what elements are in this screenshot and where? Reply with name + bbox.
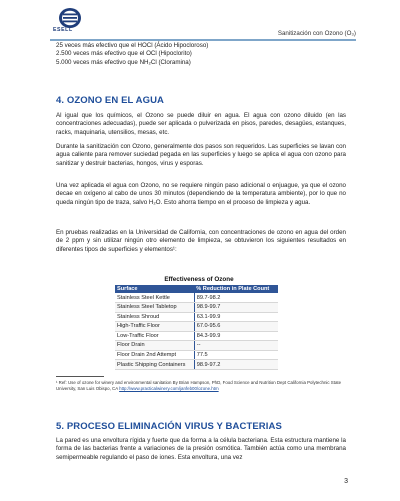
table-cell: 84.3-99.9 <box>194 331 278 341</box>
section-heading-ozono: 4. OZONO EN EL AGUA <box>56 95 164 106</box>
header-divider <box>50 39 356 41</box>
footnote <box>56 380 346 392</box>
list-item: 25 veces más efectivo que el HOCl (Ácido Hipocloroso) <box>56 42 209 49</box>
column-header: % Reduction in Plate Count <box>194 285 278 293</box>
table-cell: Stainless Steel Tabletop <box>115 302 194 312</box>
table-row <box>115 350 278 360</box>
table-row <box>115 331 278 341</box>
page-number: 3 <box>344 478 348 485</box>
list-item: 5.000 veces más efectivo que NH₂Cl (Cloramina) <box>56 58 191 66</box>
footnote-link[interactable]: http://www.practicalwinery.com/janfeb00/ozone.htm <box>119 385 219 391</box>
list-item: 2.500 veces más efectivo que el OCl (Hipoclorito) <box>56 50 192 58</box>
table-cell: High-Traffic Floor <box>115 322 194 332</box>
paragraph: Una vez aplicada el agua con Ozono, no se requiere ningún paso adicional o enjuague, ya que el ozono decae en oxígeno al cabo de unos 30 minutos (dependiendo de la temperatura ambiente), por lo que no queda ningún tipo de traza, salvo H₂O. Esto ahorra tiempo en el proceso de limpieza y agua. <box>56 182 346 206</box>
table-cell: -- <box>194 341 278 351</box>
table-cell: Floor Drain <box>115 341 194 351</box>
footnote-divider <box>56 376 104 377</box>
table-row <box>115 293 278 302</box>
table-cell: Stainless Shroud <box>115 312 194 322</box>
paragraph: Al igual que los químicos, el Ozono se puede diluir en agua. El agua con ozono diluido (en las concentraciones adecuadas), puede ser aplicada o pulverizada en pisos, paredes, desagües, estanques, racks, maquinaria, utensilios, mesas, etc. <box>56 112 346 136</box>
table-cell: 67.0-95.6 <box>194 322 278 332</box>
column-header: Surface <box>115 285 194 293</box>
table-row <box>115 322 278 332</box>
table-title: Effectiveness of Ozone <box>164 276 234 283</box>
effectiveness-table <box>115 285 278 370</box>
table-row <box>115 302 278 312</box>
section-heading-proceso: 5. PROCESO ELIMINACIÓN VIRUS Y BACTERIAS <box>56 421 282 432</box>
table-cell: Floor Drain 2nd Attempt <box>115 350 194 360</box>
table-cell: Low-Traffic Floor <box>115 331 194 341</box>
paragraph: Durante la sanitización con Ozono, generalmente dos pasos son requeridos. Las superficies se lavan con agua caliente para remover suciedad pegada en las superficies y luego se aplica el agua con ozono para sanitizar y destruir bacterias, hongos, virus y esporas. <box>56 143 346 167</box>
table-row <box>115 312 278 322</box>
table-cell: 98.9-99.7 <box>194 302 278 312</box>
table-cell: Plastic Shipping Containers <box>115 360 194 370</box>
table-cell: 98.9-97.2 <box>194 360 278 370</box>
table-cell: 77.5 <box>194 350 278 360</box>
table-cell: Stainless Steel Kettle <box>115 293 194 302</box>
continuation-list <box>56 42 208 67</box>
paragraph: La pared es una envoltura rígida y fuerte que da forma a la célula bacteriana. Esta estructura mantiene la forma de las bacterias frente a variaciones de la presión osmótica. También actúa como una membrana semipermeable regulando el paso de iones. Esta envoltura, una vez <box>56 437 346 461</box>
header-title: Sanitización con Ozono (O₃) <box>277 30 356 37</box>
footnote-text: ¹ Ref: Use of ozone for winery and environmental sanitation By Brian Hampson, PhD, Food Science and Nutrition Dept California Polytechnic State University, San Luis Obispo, CA <box>56 380 342 391</box>
table-row <box>115 360 278 370</box>
table-row <box>115 341 278 351</box>
logo-text: ESELL <box>53 27 73 33</box>
table-cell: 89.7-98.2 <box>194 293 278 302</box>
table-header-row <box>115 285 278 293</box>
paragraph: En pruebas realizadas en la Universidad de California, con concentraciones de ozono en agua del orden de 2 ppm y sin utilizar ningún otro elemento de limpieza, se obtuvieron los siguientes resultados en diferentes tipos de superficies y elementos¹: <box>56 229 346 253</box>
table-cell: 63.1-99.9 <box>194 312 278 322</box>
